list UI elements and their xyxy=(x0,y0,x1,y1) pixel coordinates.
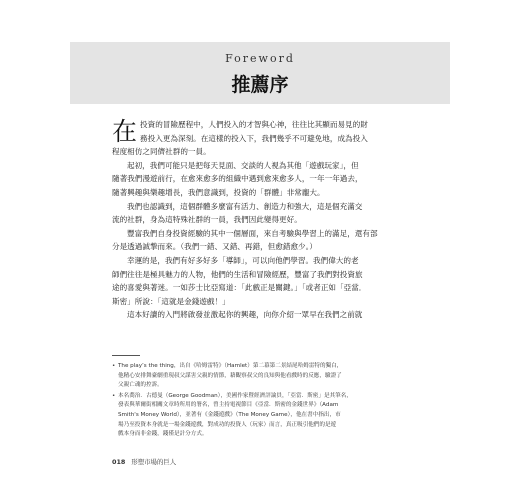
bullet-icon: • xyxy=(112,363,116,369)
foreword-body xyxy=(112,118,410,322)
foreword-title-chinese: 推薦序 xyxy=(231,74,289,96)
footnote-divider xyxy=(112,355,140,356)
paragraph-1 xyxy=(112,118,410,159)
page-number: 018 xyxy=(112,458,126,466)
text-line: 投資的冒險歷程中，人們投入的才智與心神，往往比其顯而易見的財 xyxy=(140,120,368,129)
text-line: 師們往往是極具魅力的人物，他們的生活和冒險經歷，豐富了我們對投資旅 xyxy=(112,269,363,279)
paragraph-2 xyxy=(112,159,410,200)
text-line: 斯密」所說：「這就是金錢遊戲！」 xyxy=(112,296,230,306)
paragraph-6 xyxy=(112,308,410,322)
text-line: 起初，我們可能只是把每天見面、交談的人視為其他「遊戲玩家」，但 xyxy=(127,160,359,170)
text-line: 隨著興趣與樂趣增長，我們意識到，投資的「群體」非常龐大。 xyxy=(112,187,325,197)
footnote-line: Smith's Money World），並著有《金錢遊戲》（The Money Game），他在書中指出，市 xyxy=(118,411,341,418)
paragraph-4 xyxy=(112,227,410,254)
footnote-line: 戲本身而非金錢，錢僅是計分方式。 xyxy=(118,431,208,438)
footnote-line: The play’s the thing，出自《哈姆雷特》（Hamlet）第二幕第二景結尾哈姆雷特的獨白， xyxy=(118,363,343,369)
footnote-2 xyxy=(112,392,412,440)
text-line: 務投入更為深刻。在這樣的投入下，我們幾乎不可避免地，成為投入 xyxy=(140,133,368,143)
footnotes xyxy=(112,362,412,441)
footnote-line: 他精心安排舞臺劇重現叔父謀害父親的情節，藉觀察叔父的良知與他看戲時的反應，驗證了 xyxy=(118,372,342,379)
paragraph-5 xyxy=(112,254,410,308)
footnote-line: 本名喬治．古德曼（George Goodman），美國作家暨經濟評論員，「亞當．斯密」是其筆名， xyxy=(118,392,352,399)
footnote-1 xyxy=(112,362,412,391)
text-line: 我們也認識到，這個群體多麼富有活力、創造力和強大，這是個充滿交 xyxy=(127,201,363,211)
text-line: 幸運的是，我們有好多好多「導師」，可以向他們學習。我們偉大的老 xyxy=(127,255,359,265)
running-title: 形塑市場的巨人 xyxy=(131,458,177,466)
text-line: 分是透過誠摯而來。（我們一錯、又錯、再錯，但愈錯愈少。） xyxy=(112,242,318,252)
text-line: 這本好讀的入門將啟發並激起你的興趣，向你介紹一眾早在我們之前就 xyxy=(127,310,363,320)
page-footer xyxy=(112,457,176,466)
text-line: 隨著我們漫遊前行，在愈來愈多的組織中遇到愈來愈多人，一年一年過去， xyxy=(112,174,363,184)
text-line: 途的喜愛與著迷。一如莎士比亞寫道：「此戲正是關鍵。」「或者正如「亞當． xyxy=(112,283,367,293)
footnote-line: 父親亡魂的控訴。 xyxy=(118,382,163,389)
text-line: 流的社群，身為這特殊社群的一員，我們因此變得更好。 xyxy=(112,215,302,225)
bullet-icon: • xyxy=(112,392,116,399)
foreword-title-english: Foreword xyxy=(225,52,295,65)
footnote-line: 發表與華爾街相關文章時所用的署名，曾主持電視節目《亞當．斯密的金錢世界》（Adam xyxy=(118,402,339,409)
header-band xyxy=(70,42,450,104)
text-line: 豐富我們自身投資經驗的其中一個層面，來自考驗與學習上的滿足，還有部 xyxy=(127,228,378,238)
text-line: 程度相仿之同儕社群的一員。 xyxy=(112,147,211,157)
paragraph-3 xyxy=(112,200,410,227)
footnote-line: 場乃至投資本身就是一場金錢遊戲，對成功的投資人（玩家）而言，真正吸引他們的是遊 xyxy=(118,421,337,428)
drop-cap: 在 xyxy=(112,117,138,146)
